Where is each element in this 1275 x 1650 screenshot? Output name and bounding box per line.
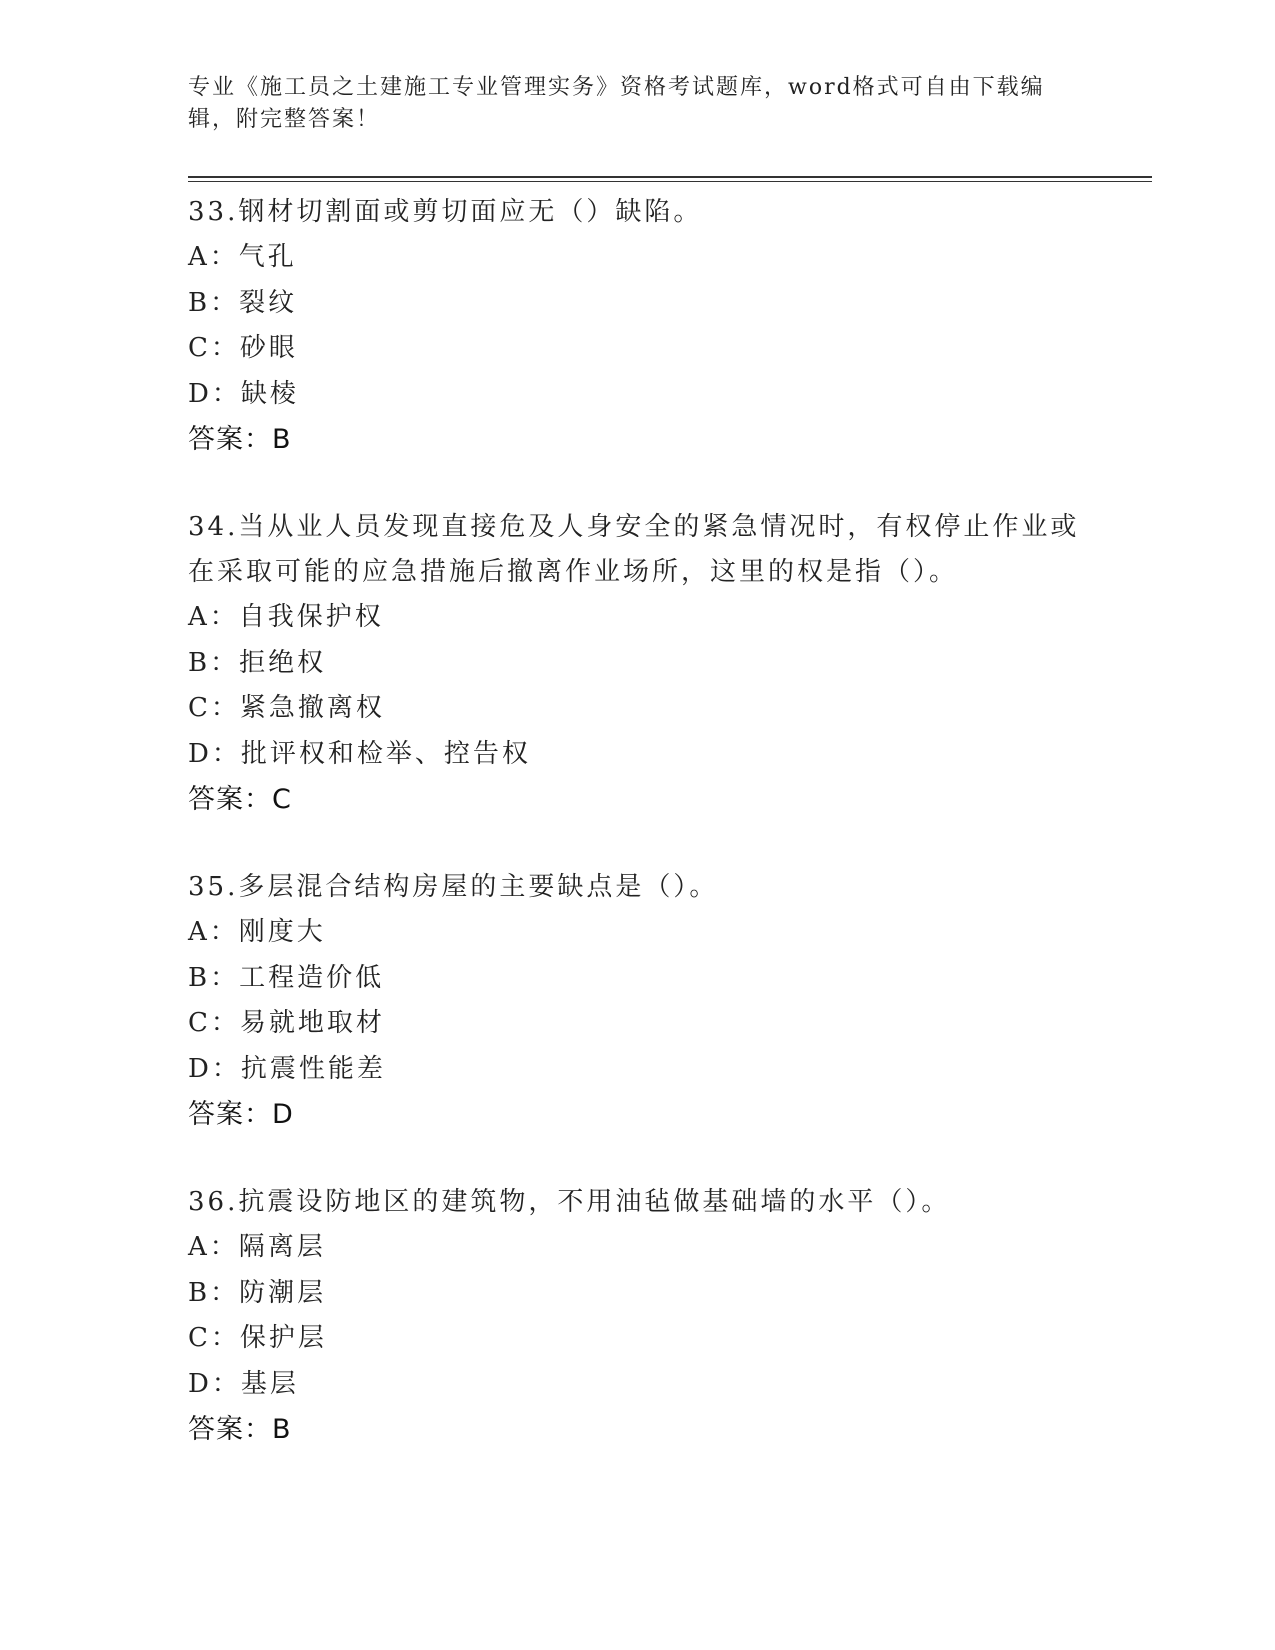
option-a: A：自我保护权 [188,602,384,632]
question-spacer [188,1138,1088,1180]
option-c: C：紧急撤离权 [188,693,385,723]
option-d: D：缺棱 [188,378,299,409]
question-text: 34.当从业人员发现直接危及人身安全的紧急情况时，有权停止作业或在采取可能的应急措施后撤离作业场所，这里的权是指（）。 [188,512,1080,587]
option-a: A：隔离层 [188,1232,326,1262]
answer-line: 答案：C [188,784,292,815]
question-36 [188,1180,1088,1453]
question-34 [188,505,1088,823]
question-spacer [188,823,1088,865]
option-c: C：保护层 [188,1323,327,1353]
option-d: D：批评权和检举、控告权 [188,738,531,769]
answer-line: 答案：B [188,1414,292,1445]
question-33 [188,190,1088,463]
option-b: B：防潮层 [188,1277,327,1308]
question-text: 35.多层混合结构房屋的主要缺点是（）。 [188,872,719,902]
option-a: A：刚度大 [188,917,326,947]
answer-line: 答案：D [188,1099,294,1130]
option-b: B：裂纹 [188,287,298,318]
option-c: C：易就地取材 [188,1008,385,1038]
answer-line: 答案：B [188,424,292,455]
header-divider-thin [188,181,1152,182]
question-list [188,190,1088,1453]
option-c: C：砂眼 [188,333,298,363]
question-spacer [188,463,1088,505]
option-a: A：气孔 [188,242,297,272]
question-text: 33.钢材切割面或剪切面应无（）缺陷。 [188,197,703,227]
option-b: B：工程造价低 [188,962,385,993]
question-35 [188,865,1088,1138]
option-d: D：基层 [188,1368,299,1399]
header-divider-thick [188,176,1152,178]
document-header: 专业《施工员之土建施工专业管理实务》资格考试题库，word格式可自由下载编辑，附完整答案！ [188,75,1045,132]
question-text: 36.抗震设防地区的建筑物，不用油毡做基础墙的水平（）。 [188,1187,951,1217]
option-b: B：拒绝权 [188,647,327,678]
option-d: D：抗震性能差 [188,1053,386,1084]
